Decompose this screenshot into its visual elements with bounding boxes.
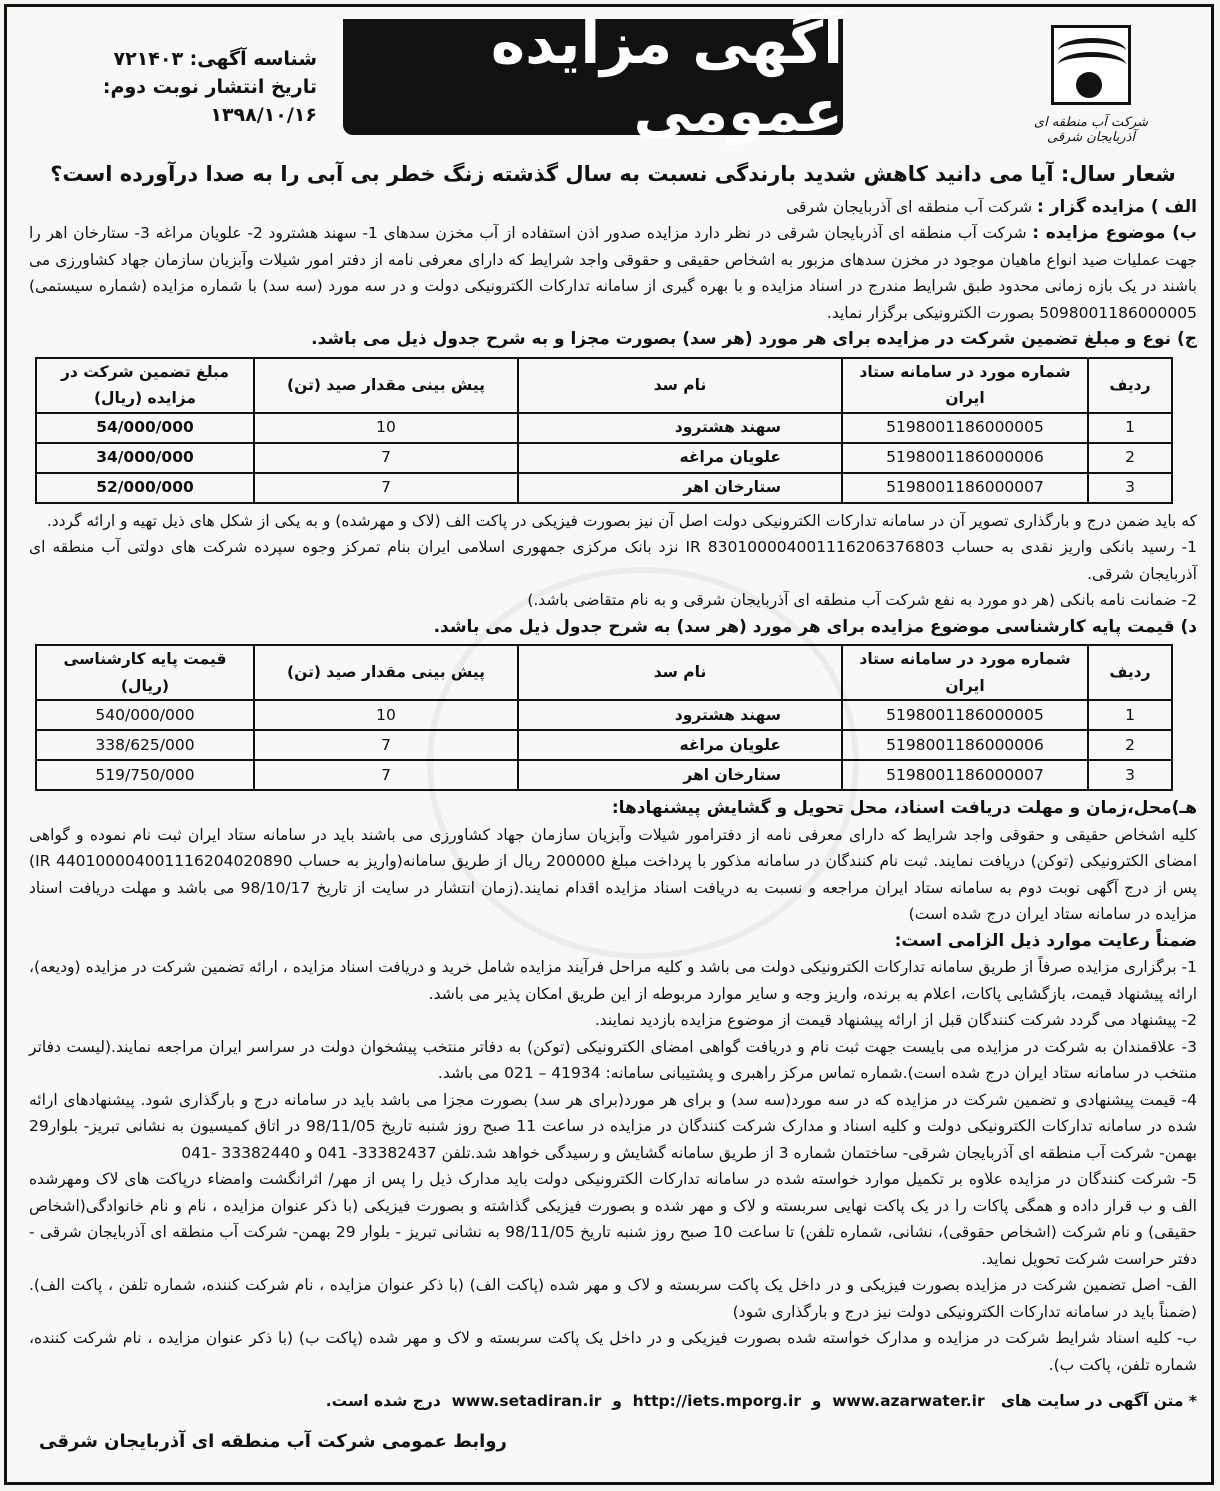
table-cell: 7 <box>254 473 518 503</box>
table-cell: 7 <box>254 443 518 473</box>
table-row <box>36 473 1172 503</box>
table-cell: 10 <box>254 700 518 730</box>
slogan: شعار سال: آیا می دانید کاهش شدید بارندگی نسبت به سال گذشته زنگ خطر بی آبی را به صدا درآورده است؟ <box>50 162 1176 186</box>
guarantee-table <box>35 357 1173 504</box>
water-company-logo-icon <box>1051 25 1131 105</box>
table-cell: 52/000/000 <box>36 473 254 503</box>
column-header: مبلغ تضمین شرکت در مزایده (ریال) <box>36 358 254 413</box>
sites-end: درج شده است. <box>325 1392 441 1410</box>
public-relations-signature: روابط عمومی شرکت آب منطقه ای آذربایجان شرقی <box>39 1431 507 1452</box>
logo-text: شرکت آب منطقه ای آذربایجان شرقی <box>1033 115 1149 145</box>
section-d-heading: د) قیمت پایه کارشناسی موضوع مزایده برای هر مورد (هر سد) به شرح جدول ذیل می باشد. <box>433 616 1197 637</box>
table-cell: 7 <box>254 760 518 790</box>
table-cell: 5198001186000005 <box>842 413 1088 443</box>
ad-meta <box>17 45 317 129</box>
note-be: ب- کلیه اسناد شرایط شرکت در مزایده و مدارک خواسته شده بصورت فیزیکی و در داخل یک پاکت سربسته و لاک و مهر شده (پاکت ب) (با ذکر عنوان مزایده ، نام شرکت کننده، شماره تلفن، پاکت ب). <box>29 1329 1197 1374</box>
note-5: 5- شرکت کنندگان در مزایده علاوه بر تکمیل موارد خواسته شده در سامانه تدارکات الکترونیکی دولت باید مدارک ذیل را پس از مهر/ اثرانگشت وامضاء درپاکت های لاک ومهرشده الف و ب قرار داده و همگی پاکات را در یک پاکت نهایی سربسته و لاک و مهر شده و بصورت فیزیکی گذاشته و بصورت فیزیکی (با ذکر عنوان مزایده ، نام و نام خانوادگی(اشخاص حقیقی) و نام شرکت (اشخاص حقوقی)، نشانی، شماره تلفن) تا ساعت 10 صبح روز شنبه تاریخ 98/11/05 به نشانی تبریز - بلوار 29 بهمن- شرکت آب منطقه ای آذربایجان شرقی - دفتر حراست شرکت تحویل نماید. <box>29 1170 1197 1268</box>
table-cell: سهند هشترود <box>518 700 842 730</box>
table-cell: 1 <box>1088 413 1172 443</box>
column-header: پیش بینی مقدار صید (تن) <box>254 358 518 413</box>
table-cell: علویان مراغه <box>518 730 842 760</box>
column-header: ردیف <box>1088 358 1172 413</box>
section-a <box>29 194 1197 221</box>
site-link-azarwater[interactable]: www.azarwater.ir <box>832 1392 985 1410</box>
table-row <box>36 730 1172 760</box>
and-text: و <box>811 1392 822 1410</box>
section-c-item-2: 2- ضمانت نامه بانکی (هر دو مورد به نفع شرکت آب منطقه ای آذربایجان شرقی و به نام متقاضی باشد.) <box>527 591 1197 609</box>
table-header-row <box>36 645 1172 700</box>
section-b-text: شرکت آب منطقه ای آذربایجان شرقی در نظر دارد مزایده صدور اذن استفاده از آب مخزن سدهای 1- سهند هشترود 2- علویان مراغه 3- ستارخان اهر را جهت عملیات صید انواع ماهیان موجود در مخزن سدهای مزبور به اشخاص حقیقی و حقوقی واجد شرایط که دارای معرفی نامه از دفتر امور شیلات وآبزیان سازمان جهاد کشاورزی می باشند در یک بازه زمانی محدود طبق شرایط مندرج در اسناد مزایده و با بهره گیری از سامانه تدارکات الکترونیکی دولت و در سه مورد (سه سد) با شماره مزایده (شماره سیستمی) 5098001186000005 بصورت الکترونیکی برگزار نماید. <box>29 224 1197 322</box>
table-cell: 2 <box>1088 443 1172 473</box>
table-cell: 54/000/000 <box>36 413 254 443</box>
section-b-label: ب) موضوع مزایده : <box>1032 223 1198 243</box>
table-cell: سهند هشترود <box>518 413 842 443</box>
header <box>7 7 1211 157</box>
column-header: ردیف <box>1088 645 1172 700</box>
base-price-table <box>35 644 1173 791</box>
note-1: 1- برگزاری مزایده صرفاً از طریق سامانه تدارکات الکترونیکی دولت می باشد و کلیه مراحل فرآیند مزایده شامل خرید و دریافت اسناد مزایده ، ارائه تضمین شرکت در مزایده (ودیعه)، ارائه پیشنهاد قیمت، بازگشایی پاکات، اعلام به برنده، واریز وجه و سایر موارد مربوطه از این طریق امکان پذیر می باشد. <box>29 958 1197 1003</box>
table-cell: علویان مراغه <box>518 443 842 473</box>
table-row <box>36 700 1172 730</box>
section-c-after-text: که باید ضمن درج و بارگذاری تصویر آن در سامانه تدارکات الکترونیکی دولت اصل آن نیز بصورت فیزیکی در پاکت الف (لاک و مهرشده) و به یکی از شکل های ذیل تهیه و ارائه گردد. <box>46 511 1197 530</box>
section-c-item-1: 1- رسید بانکی واریز نقدی به حساب IR 830100004001116206376803 نزد بانک مرکزی جمهوری اسلامی ایران بنام تمرکز وجوه سپرده شرکت های دولتی آب منطقه ای آذربایجان شرقی. <box>29 538 1197 583</box>
note-3: 3- علاقمندان به شرکت در مزایده می بایست جهت ثبت نام و دریافت گواهی امضای الکترونیکی (توکن) به دفاتر منتخب پیشخوان دولت در سراسر ایران مراجعه نمایند.(لیست دفاتر منتخب در سامانه ستاد ایران درج شده است).شماره تماس مرکز راهبری و پشتیبانی سامانه: 41934 – 021 می باشد. <box>29 1037 1197 1082</box>
site-link-setadiran[interactable]: www.setadiran.ir <box>451 1392 602 1410</box>
section-c-heading: ج) نوع و مبلغ تضمین شرکت در مزایده برای هر مورد (هر سد) بصورت مجزا و به شرح جدول ذیل می باشد. <box>311 329 1197 349</box>
footer-sites <box>29 1388 1197 1415</box>
section-a-text: شرکت آب منطقه ای آذربایجان شرقی <box>786 197 1033 216</box>
column-header: شماره مورد در سامانه ستاد ایران <box>842 645 1088 700</box>
table-cell: 10 <box>254 413 518 443</box>
note-alef: الف- اصل تضمین شرکت در مزایده بصورت فیزیکی و در داخل یک پاکت سربسته و لاک و مهر شده (پاکت الف) (با ذکر عنوان مزایده ، نام شرکت کننده، شماره تلفن ، پاکت الف). (ضمناً باید در سامانه تدارکات الکترونیکی دولت نیز درج و بارگذاری شود) <box>29 1276 1197 1321</box>
table-cell: 3 <box>1088 760 1172 790</box>
table-cell: 5198001186000007 <box>842 760 1088 790</box>
ad-page <box>4 4 1214 1485</box>
table-row <box>36 443 1172 473</box>
section-e-text: کلیه اشخاص حقیقی و حقوقی واجد شرایط که دارای معرفی نامه از دفترامور شیلات وآبزیان سازمان جهاد کشاورزی می باشند باید در سامانه ستاد ایران ثبت نام نموده و گواهی امضای الکترونیکی (توکن) دریافت نمایند. ثبت نام کنندگان در سامانه مذکور با پرداخت مبلغ 200000 ریال از طریق سامانه(واریز به حساب IR 440100004001116204020890) پس از درج آگهی نوبت دوم به سامانه ستاد ایران مراجعه و نسبت به دریافت اسناد مزایده اقدام نمایند.(زمان انتشار در سایت از تاریخ 98/10/17 می باشد و مهلت دریافت اسناد مزایده در سامانه ستاد ایران درج شده است) <box>29 825 1197 923</box>
site-link-iets[interactable]: http://iets.mporg.ir <box>632 1392 801 1410</box>
table-row <box>36 413 1172 443</box>
ad-body <box>29 159 1197 1415</box>
column-header: نام سد <box>518 358 842 413</box>
table-cell: 5198001186000007 <box>842 473 1088 503</box>
table-cell: 5198001186000006 <box>842 443 1088 473</box>
ad-id: شناسه آگهی: ۷۲۱۴۰۳ <box>113 48 317 70</box>
note-2: 2- پیشنهاد می گردد شرکت کنندگان قبل از ارائه پیشنهاد قیمت از موضوع مزایده بازدید نمایند. <box>594 1011 1197 1029</box>
column-header: پیش بینی مقدار صید (تن) <box>254 645 518 700</box>
table-cell: 2 <box>1088 730 1172 760</box>
section-e-heading: هـ)محل،زمان و مهلت دریافت اسناد، محل تحویل و گشایش پیشنهادها: <box>611 798 1197 818</box>
table-cell: 519/750/000 <box>36 760 254 790</box>
sites-label: * متن آگهی در سایت های <box>1000 1392 1197 1410</box>
company-logo <box>1011 25 1171 155</box>
table-cell: ستارخان اهر <box>518 473 842 503</box>
table-cell: 34/000/000 <box>36 443 254 473</box>
note-4: 4- قیمت پیشنهادی و تضمین شرکت در مزایده که در سه مورد(سه سد) و برای هر مورد(برای هر سد) بصورت مجزا می باشد باید در سامانه درج و بارگذاری شود. پیشنهادهای ارائه شده در سامانه تدارکات الکترونیکی دولت و کلیه اسناد و مدارک شرکت کنندگان در مزایده در ساعت 11 صبح روز شنبه تاریخ 98/11/05 در اتاق کمیسیون به نشانی تبریز- بلوار29 بهمن- شرکت آب منطقه ای آذربایجان شرقی- ساختمان شماره 3 از طریق سامانه گشایش و رسیدگی خواهد شد.تلفن 33382437- 041 و 33382440 -041 <box>29 1090 1197 1162</box>
table-cell: 5198001186000005 <box>842 700 1088 730</box>
table-header-row <box>36 358 1172 413</box>
column-header: شماره مورد در سامانه ستاد ایران <box>842 358 1088 413</box>
table-cell: 1 <box>1088 700 1172 730</box>
publish-date: تاریخ انتشار نوبت دوم: ۱۳۹۸/۱۰/۱۶ <box>102 76 317 126</box>
ad-title: آگهی مزایده عمومی <box>343 19 843 135</box>
table-cell: 540/000/000 <box>36 700 254 730</box>
notes-heading: ضمناً رعایت موارد ذیل الزامی است: <box>894 930 1197 951</box>
column-header: نام سد <box>518 645 842 700</box>
table-cell: 7 <box>254 730 518 760</box>
and-text: و <box>612 1392 622 1410</box>
section-b <box>29 220 1197 326</box>
table-cell: 3 <box>1088 473 1172 503</box>
table-cell: ستارخان اهر <box>518 760 842 790</box>
section-a-label: الف ) مزایده گزار : <box>1037 196 1197 217</box>
table-row <box>36 760 1172 790</box>
table-cell: 338/625/000 <box>36 730 254 760</box>
column-header: قیمت پایه کارشناسی (ریال) <box>36 645 254 700</box>
table-cell: 5198001186000006 <box>842 730 1088 760</box>
